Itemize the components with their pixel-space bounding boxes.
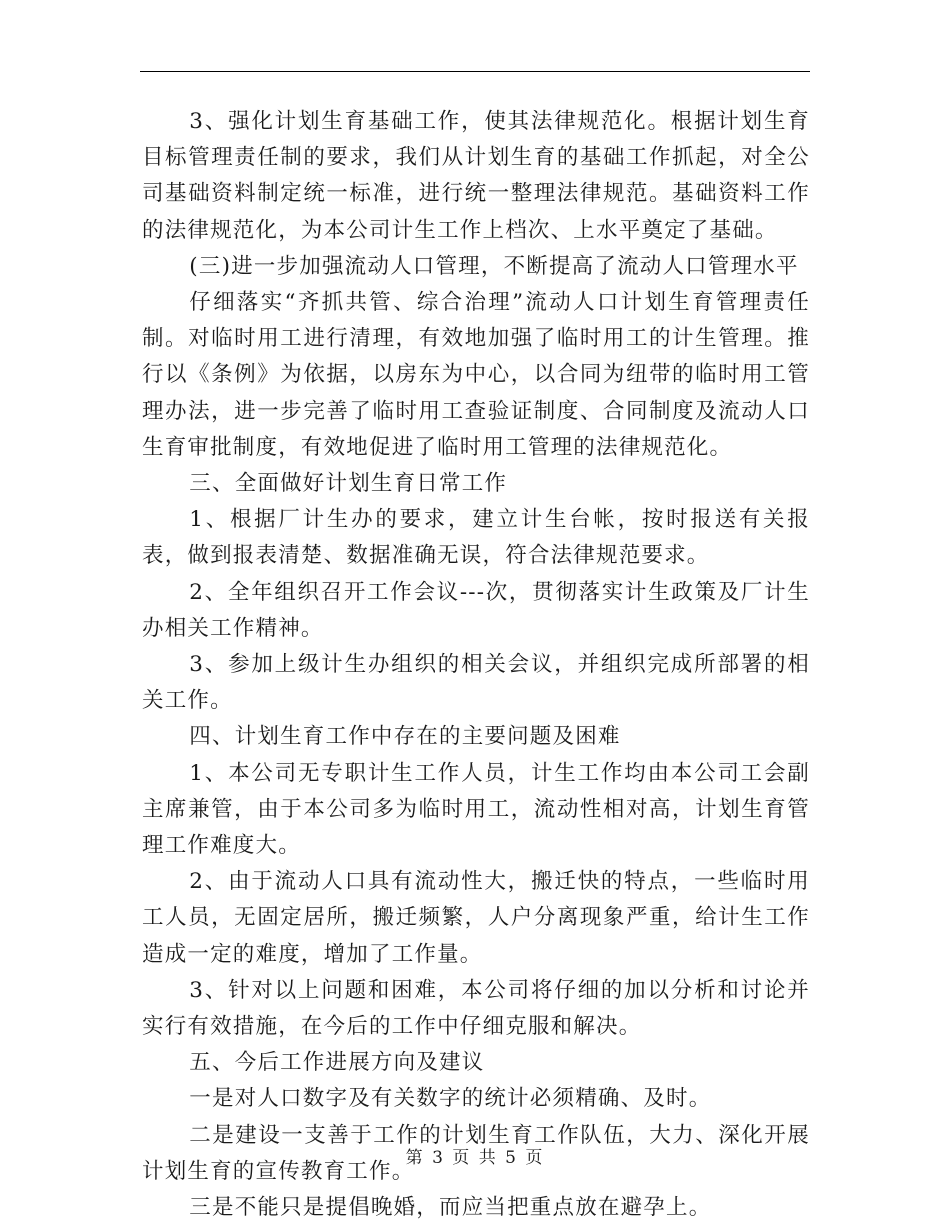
paragraph: 2、全年组织召开工作会议---次，贯彻落实计生政策及厂计生办相关工作精神。	[142, 579, 810, 641]
paragraph: 1、根据厂计生办的要求，建立计生台帐，按时报送有关报表，做到报表清楚、数据准确无误，符合法律规范要求。	[142, 507, 810, 569]
section-heading: 五、今后工作进展方向及建议	[189, 1050, 485, 1076]
paragraph: 3、强化计划生育基础工作，使其法律规范化。根据计划生育目标管理责任制的要求，我们从计划生育的基础工作抓起，对全公司基础资料制定统一标准，进行统一整理法律规范。基础资料工作的法律规范化，为本公司计生工作上档次、上水平奠定了基础。	[142, 109, 810, 243]
section-heading: 四、计划生育工作中存在的主要问题及困难	[189, 724, 621, 750]
paragraph: 三是不能只是提倡晚婚，而应当把重点放在避孕上。	[189, 1195, 712, 1221]
paragraph: 3、参加上级计生办组织的相关会议，并组织完成所部署的相关工作。	[142, 652, 810, 714]
document-body	[142, 104, 810, 1226]
paragraph: 仔细落实“齐抓共管、综合治理”流动人口计划生育管理责任制。对临时用工进行清理，有效地加强了临时用工的计生管理。推行以《条例》为依据，以房东为中心，以合同为纽带的临时用工管理办法，进一步完善了临时用工查验证制度、合同制度及流动人口生育审批制度，有效地促进了临时用工管理的法律规范化。	[142, 290, 810, 460]
paragraph: 3、针对以上问题和困难，本公司将仔细的加以分析和讨论并实行有效措施，在今后的工作中仔细克服和解决。	[142, 977, 810, 1040]
paragraph: 2、由于流动人口具有流动性大，搬迁快的特点，一些临时用工人员，无固定居所，搬迁频繁，人户分离现象严重，给计生工作造成一定的难度，增加了工作量。	[142, 869, 810, 967]
section-heading: (三)进一步加强流动人口管理，不断提高了流动人口管理水平	[189, 253, 799, 279]
page-footer: 第 3 页 共 5 页	[405, 1148, 545, 1168]
section-heading: 三、全面做好计划生育日常工作	[189, 471, 508, 497]
header-rule	[140, 71, 810, 72]
paragraph: 一是对人口数字及有关数字的统计必须精确、及时。	[189, 1086, 712, 1112]
paragraph: 二是建设一支善于工作的计划生育工作队伍，大力、深化开展计划生育的宣传教育工作。	[142, 1122, 810, 1184]
paragraph: 1、本公司无专职计生工作人员，计生工作均由本公司工会副主席兼管，由于本公司多为临时用工，流动性相对高，计划生育管理工作难度大。	[142, 760, 810, 859]
